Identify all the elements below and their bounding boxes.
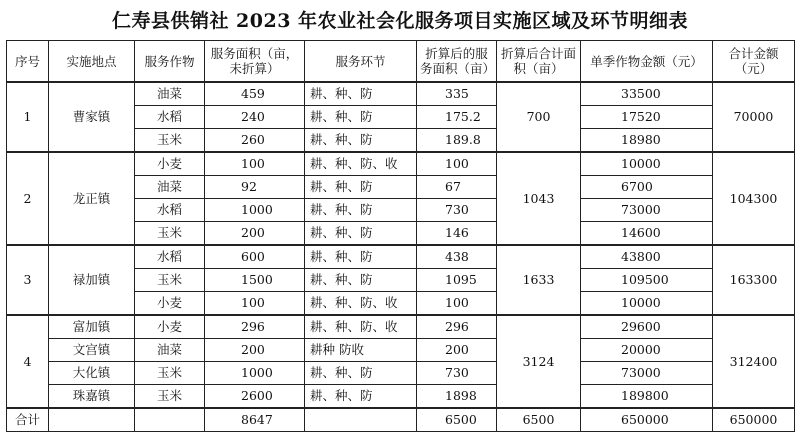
converted-cell: 189.8 [417,129,497,153]
total-label: 合计 [7,408,49,432]
stage-cell: 耕、种、防 [305,362,417,385]
crop-cell: 水稻 [135,199,205,222]
stage-cell: 耕、种、防 [305,199,417,222]
area-cell: 240 [205,106,305,129]
total-town-empty [49,408,135,432]
stage-cell: 耕种 防收 [305,339,417,362]
area-cell: 1000 [205,362,305,385]
town-cell: 珠嘉镇 [49,385,135,409]
amount-cell: 17520 [581,106,713,129]
total-combined-area: 6500 [497,408,581,432]
area-cell: 459 [205,82,305,106]
crop-cell: 小麦 [135,292,205,316]
converted-cell: 335 [417,82,497,106]
header-area: 服务面积（亩，未折算） [205,41,305,83]
combined-area-cell: 1043 [497,152,581,245]
converted-cell: 1898 [417,385,497,409]
crop-cell: 油菜 [135,176,205,199]
stage-cell: 耕、种、防 [305,106,417,129]
total-amount-cell: 70000 [713,82,795,152]
stage-cell: 耕、种、防 [305,129,417,153]
converted-cell: 296 [417,315,497,339]
crop-cell: 油菜 [135,339,205,362]
total-amount-cell: 104300 [713,152,795,245]
total-crop-empty [135,408,205,432]
table-row [7,339,795,362]
total-amount-cell: 163300 [713,245,795,315]
stage-cell: 耕、种、防 [305,82,417,106]
amount-cell: 18980 [581,129,713,153]
service-detail-table [6,40,795,432]
area-cell: 200 [205,222,305,246]
converted-cell: 175.2 [417,106,497,129]
area-cell: 200 [205,339,305,362]
amount-cell: 10000 [581,292,713,316]
stage-cell: 耕、种、防 [305,176,417,199]
crop-cell: 玉米 [135,129,205,153]
stage-cell: 耕、种、防 [305,245,417,269]
converted-cell: 100 [417,292,497,316]
converted-cell: 730 [417,199,497,222]
area-cell: 92 [205,176,305,199]
stage-cell: 耕、种、防、收 [305,152,417,176]
area-cell: 100 [205,292,305,316]
area-cell: 296 [205,315,305,339]
crop-cell: 玉米 [135,269,205,292]
total-converted: 6500 [417,408,497,432]
town-cell: 禄加镇 [49,245,135,315]
total-stage-empty [305,408,417,432]
converted-cell: 146 [417,222,497,246]
area-cell: 260 [205,129,305,153]
crop-cell: 水稻 [135,245,205,269]
amount-cell: 14600 [581,222,713,246]
town-cell: 大化镇 [49,362,135,385]
seq-cell: 2 [7,152,49,245]
seq-cell: 3 [7,245,49,315]
total-row [7,408,795,432]
area-cell: 600 [205,245,305,269]
table-row [7,152,795,176]
converted-cell: 100 [417,152,497,176]
stage-cell: 耕、种、防 [305,385,417,409]
seq-cell: 1 [7,82,49,152]
header-crop: 服务作物 [135,41,205,83]
page-title: 仁寿县供销社 2023 年农业社会化服务项目实施区域及环节明细表 [111,10,689,32]
crop-cell: 玉米 [135,222,205,246]
converted-cell: 67 [417,176,497,199]
table-row [7,82,795,106]
crop-cell: 玉米 [135,362,205,385]
stage-cell: 耕、种、防、收 [305,315,417,339]
table-row [7,362,795,385]
header-combined-area: 折算后合计面积（亩） [497,41,581,83]
amount-cell: 189800 [581,385,713,409]
amount-cell: 73000 [581,199,713,222]
amount-cell: 10000 [581,152,713,176]
header-stage: 服务环节 [305,41,417,83]
area-cell: 100 [205,152,305,176]
header-crop-amount: 单季作物金额（元） [581,41,713,83]
town-cell: 龙正镇 [49,152,135,245]
header-seq: 序号 [7,41,49,83]
amount-cell: 29600 [581,315,713,339]
total-total-amount: 650000 [713,408,795,432]
seq-cell: 4 [7,315,49,408]
combined-area-cell: 700 [497,82,581,152]
area-cell: 1000 [205,199,305,222]
converted-cell: 1095 [417,269,497,292]
stage-cell: 耕、种、防 [305,269,417,292]
amount-cell: 20000 [581,339,713,362]
total-amount-cell: 312400 [713,315,795,408]
header-total-amount: 合计金额（元） [713,41,795,83]
header-row [7,41,795,83]
crop-cell: 小麦 [135,152,205,176]
combined-area-cell: 3124 [497,315,581,408]
converted-cell: 200 [417,339,497,362]
town-cell: 曹家镇 [49,82,135,152]
amount-cell: 33500 [581,82,713,106]
amount-cell: 73000 [581,362,713,385]
crop-cell: 油菜 [135,82,205,106]
stage-cell: 耕、种、防 [305,222,417,246]
converted-cell: 730 [417,362,497,385]
combined-area-cell: 1633 [497,245,581,315]
table-row [7,245,795,269]
total-area: 8647 [205,408,305,432]
town-cell: 富加镇 [49,315,135,339]
header-converted-area: 折算后的服务面积（亩） [417,41,497,83]
crop-cell: 玉米 [135,385,205,409]
total-crop-amount: 650000 [581,408,713,432]
crop-cell: 小麦 [135,315,205,339]
table-row [7,385,795,409]
town-cell: 文宫镇 [49,339,135,362]
amount-cell: 109500 [581,269,713,292]
amount-cell: 6700 [581,176,713,199]
area-cell: 2600 [205,385,305,409]
header-location: 实施地点 [49,41,135,83]
amount-cell: 43800 [581,245,713,269]
converted-cell: 438 [417,245,497,269]
table-row [7,315,795,339]
crop-cell: 水稻 [135,106,205,129]
area-cell: 1500 [205,269,305,292]
stage-cell: 耕、种、防、收 [305,292,417,316]
